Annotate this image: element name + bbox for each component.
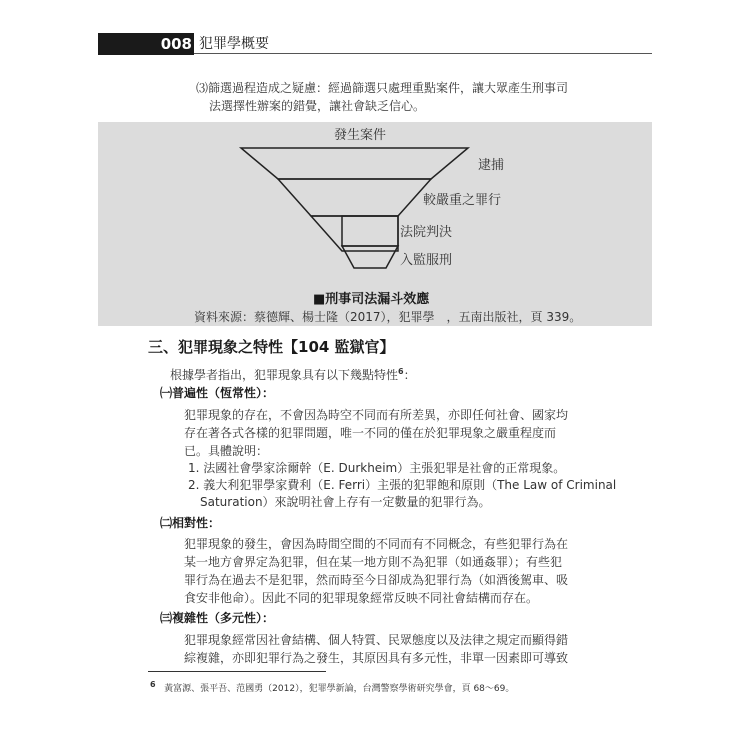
paragraph-line: 食安非他命）。因此不同的犯罪現象經常反映不同社會結構而存在。 <box>184 591 539 605</box>
paragraph-line: 某一地方會界定為犯罪，但在某一地方則不為犯罪（如通姦罪）；有些犯 <box>184 555 563 569</box>
section-heading: 三、犯罪現象之特性【104 監獄官】 <box>148 338 395 356</box>
paragraph-line: 綜複雜，亦即犯罪行為之發生，其原因具有多元性，非單一因素即可導致 <box>184 651 569 665</box>
label-arrest: 逮捕 <box>478 158 505 173</box>
funnel-court-box <box>342 216 398 246</box>
funnel-tier-1 <box>241 148 468 179</box>
funnel-prison-tip <box>342 246 398 268</box>
intro-line-2: 法選擇性辦案的錯覺，讓社會缺乏信心。 <box>209 99 426 113</box>
paragraph-line: 犯罪現象的發生，會因為時間空間的不同而有不同概念，有些犯罪行為在 <box>184 537 569 551</box>
subheading-universality: ㈠普遍性（恆常性）： <box>160 386 275 400</box>
section-intro-text: 根據學者指出，犯罪現象具有以下幾點特性 <box>170 368 399 382</box>
book-title: 犯罪學概要 <box>199 36 269 52</box>
list-item-cont: Saturation）來說明社會上存有一定數量的犯罪行為。 <box>200 495 491 509</box>
paragraph-line: 犯罪現象經常因社會結構、個人特質、民眾態度以及法律之規定而顯得錯 <box>184 633 569 647</box>
list-item: 2. 義大利犯罪學家費利（E. Ferri）主張的犯罪飽和原則（The Law of Criminal <box>188 478 617 492</box>
footnote-ref: 6 <box>398 367 404 376</box>
paragraph-line: 存在著各式各樣的犯罪問題，唯一不同的僅在於犯罪現象之嚴重程度而 <box>184 426 557 440</box>
footnote-text: 黃富源、張平吾、范國勇（2012），犯罪學新論，台灣警察學術研究學會，頁 68～69。 <box>164 684 515 694</box>
section-intro <box>170 363 416 384</box>
label-serious-crime: 較嚴重之罪行 <box>423 193 502 208</box>
page-number: 008 <box>160 35 192 53</box>
figure-source: 資料來源：蔡德輝、楊士隆（2017），犯罪學 ，五南出版社，頁 339。 <box>194 310 582 324</box>
figure-caption: ■刑事司法漏斗效應 <box>313 292 430 307</box>
label-prison: 入監服刑 <box>400 253 453 268</box>
subheading-complexity: ㈢複雜性（多元性）： <box>160 611 275 625</box>
section-intro-end: ： <box>403 368 416 382</box>
label-court: 法院判決 <box>400 225 453 240</box>
header-rule <box>194 53 652 54</box>
subheading-relativity: ㈡相對性： <box>160 516 221 530</box>
intro-line-1: ⑶篩選過程造成之疑慮：經過篩選只處理重點案件，讓大眾產生刑事司 <box>196 81 569 95</box>
paragraph-line: 犯罪現象的存在，不會因為時空不同而有所差異，亦即任何社會、國家均 <box>184 408 569 422</box>
footnote-mark: 6 <box>150 680 156 689</box>
paragraph-line: 已。具體說明： <box>184 444 269 458</box>
funnel-tier-2 <box>278 179 431 216</box>
paragraph-line: 罪行為在過去不是犯罪，然而時至今日卻成為犯罪行為（如酒後駕車、吸 <box>184 573 569 587</box>
list-item: 1. 法國社會學家涂爾幹（E. Durkheim）主張犯罪是社會的正常現象。 <box>188 461 566 475</box>
funnel-figure <box>98 122 652 326</box>
footnote <box>150 679 514 695</box>
footnote-rule <box>148 671 326 672</box>
label-incidents: 發生案件 <box>334 128 387 143</box>
